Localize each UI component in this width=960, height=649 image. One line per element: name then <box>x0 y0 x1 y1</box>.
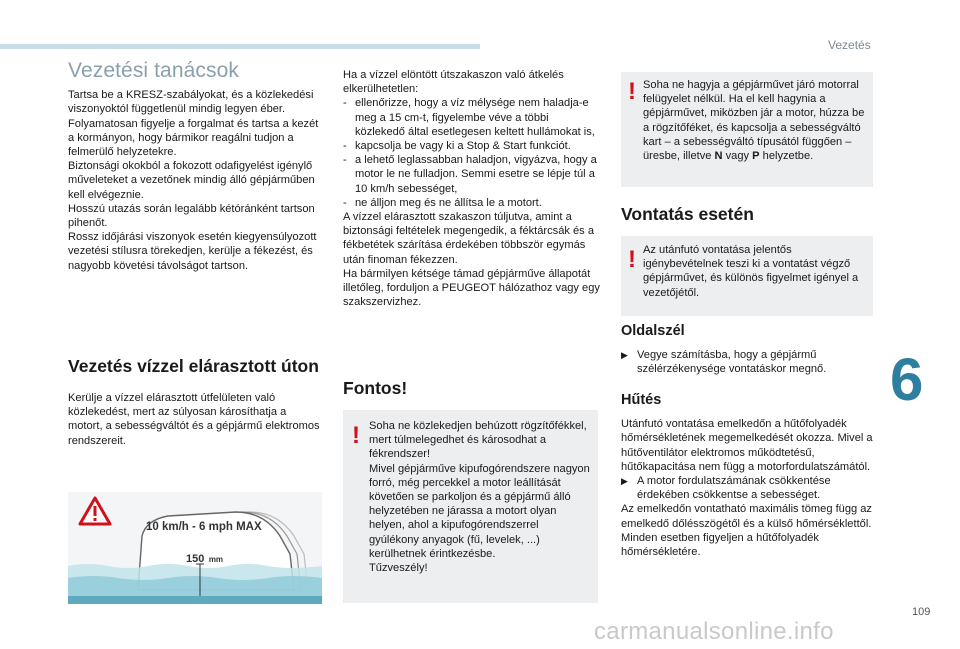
important-title-wrap <box>343 378 601 398</box>
towing-warning-box <box>621 236 873 316</box>
cooling-paragraph: Utánfutó vontatása emelkedőn a hűtőfolyadék hőmérsékletének megemelkedését okozza. Mivel a hűtőventilátor elektromos működtetésű, hűtőkapacitása nem függ a motorfordulatszámától. <box>621 418 873 473</box>
flood-illustration <box>68 492 322 604</box>
towing-warning-text: Az utánfutó vontatása jelentős igénybevételnek teszi ki a vontatást végző gépjárművet, és különös figyelmet igényel a vezetőjétől. <box>643 244 859 299</box>
flood-text: Kerülje a vízzel elárasztott útfelületen való közlekedést, mert az súlyosan károsíthatja a motort, a sebességváltót és a gépjármű elektromos rendszereit. <box>68 392 320 447</box>
warning-triangle-icon <box>78 496 112 531</box>
flood-intro: Ha a vízzel elöntött útszakaszon való átkelés elkerülhetetlen: <box>343 69 564 96</box>
list-item: - ellenőrizze, hogy a víz mélysége nem haladja-e meg a 15 cm-t, figyelembe véve a többi közlekedő által esetlegesen keltett hullámokat is, <box>343 97 595 138</box>
cooling-title: Hűtés <box>621 392 662 408</box>
list-item: ▶ Vegye számításba, hogy a gépjármű szélérzékenysége vontatáskor megnő. <box>621 349 827 376</box>
column-2 <box>343 68 601 309</box>
cooling-section <box>621 393 873 559</box>
list-item: - a lehető leglassabban haladjon, vigyázva, hogy a motor le ne fulladjon. Semmi esetre se lépje túl a 10 km/h sebességet, <box>343 154 597 195</box>
watermark: carmanualsonline.info <box>594 618 834 645</box>
intro-paragraph: Tartsa be a KRESZ-szabályokat, és a közlekedési viszonyoktól függetlenül mindig legyen éber. <box>68 89 314 116</box>
speed-label: 10 km/h - 6 mph MAX <box>146 521 262 533</box>
intro-paragraph: Folyamatosan figyelje a forgalmat és tartsa a kezét a kormányon, hogy bármikor reagálni tudjon a felmerülő helyzetekre. <box>68 117 319 159</box>
intro-paragraph: Biztonsági okokból a fokozott odafigyelést igénylő műveleteket a vezetőnek mindig álló gépjárműben kell elvégeznie. <box>68 160 315 201</box>
towing-title-wrap <box>621 204 873 224</box>
exclamation-icon: ! <box>628 78 636 105</box>
exclamation-icon: ! <box>352 422 360 449</box>
cooling-paragraph: Minden esetben figyeljen a hűtőfolyadék hőmérsékletére. <box>621 531 819 559</box>
flood-section <box>68 356 320 448</box>
after-paragraph: A vízzel elárasztott szakaszon túljutva, amint a biztonsági feltételek megengedik, a féktárcsák és a fékbetétek szárítása érdekében többször egymás után finoman fékezzen. <box>343 211 594 266</box>
header-bar <box>0 44 480 49</box>
crosswind-section <box>621 324 873 377</box>
towing-title: Vontatás esetén <box>621 204 754 224</box>
crosswind-title: Oldalszél <box>621 323 685 339</box>
page-number: 109 <box>912 606 931 618</box>
list-item: - kapcsolja be vagy ki a Stop & Start funkciót. <box>343 140 571 153</box>
page-title: Vezetési tanácsok <box>68 59 239 82</box>
unattended-warning-text: Soha ne hagyja a gépjárművet járó motorral felügyelet nélkül. Ha el kell hagynia a gépjárművet, miközben jár a motor, húzza be a rögzítőféket, és kapcsolja a sebességváltó kart – a sebességváltó típusától függően – üresbe, illetve N vagy P helyzetbe. <box>643 79 865 163</box>
flood-title: Vezetés vízzel elárasztott úton <box>68 356 319 376</box>
list-item: ▶ A motor fordulatszámának csökkentése érdekében csökkentse a sebességet. <box>621 475 831 502</box>
arrow-bullet-icon: ▶ <box>621 476 628 487</box>
important-warning-box <box>343 410 598 603</box>
depth-label <box>186 549 223 567</box>
arrow-bullet-icon: ▶ <box>621 350 628 361</box>
column-1 <box>68 59 320 273</box>
cooling-paragraph: Az emelkedőn vontatható maximális tömeg függ az emelkedő dőlésszögétől és a külső hőmérséklettől. <box>621 503 872 530</box>
list-item: - ne álljon meg és ne állítsa le a motort. <box>343 196 542 209</box>
exclamation-icon: ! <box>628 246 636 273</box>
warning-text: Soha ne közlekedjen behúzott rögzítőfékkel, mert túlmelegedhet és károsodhat a fékrendszer! Mivel gépjárműve kipufogórendszere nagyon forró, még percekkel a motor leállítását követően se parkoljon és a gépjármű álló helyzetében ne járassa a motort olyan helyen, ahol a kipufogórendszerrel gyúlékony anyagok (fű, levelek, ...) kerülhetnek érintkezésbe. Tűzveszély! <box>369 420 590 575</box>
important-title: Fontos! <box>343 378 408 398</box>
depth-unit: mm <box>208 555 224 564</box>
after-paragraph: Ha bármilyen kétsége támad gépjárműve állapotát illetőleg, forduljon a PEUGEOT hálózathoz vagy egy szakszervizhez. <box>343 267 600 309</box>
unattended-warning-box <box>621 72 873 187</box>
section-header: Vezetés <box>828 38 871 52</box>
chapter-number: 6 <box>890 346 924 413</box>
intro-paragraph: Hosszú utazás során legalább kétóránként tartson pihenőt. <box>68 202 315 230</box>
depth-value: 150 <box>186 553 205 565</box>
intro-paragraph: Rossz időjárási viszonyok esetén kiegyensúlyozott vezetési stílusra törekedjen, kerülje a fékezést, és nagyobb követési távolságot tartson. <box>68 231 317 272</box>
